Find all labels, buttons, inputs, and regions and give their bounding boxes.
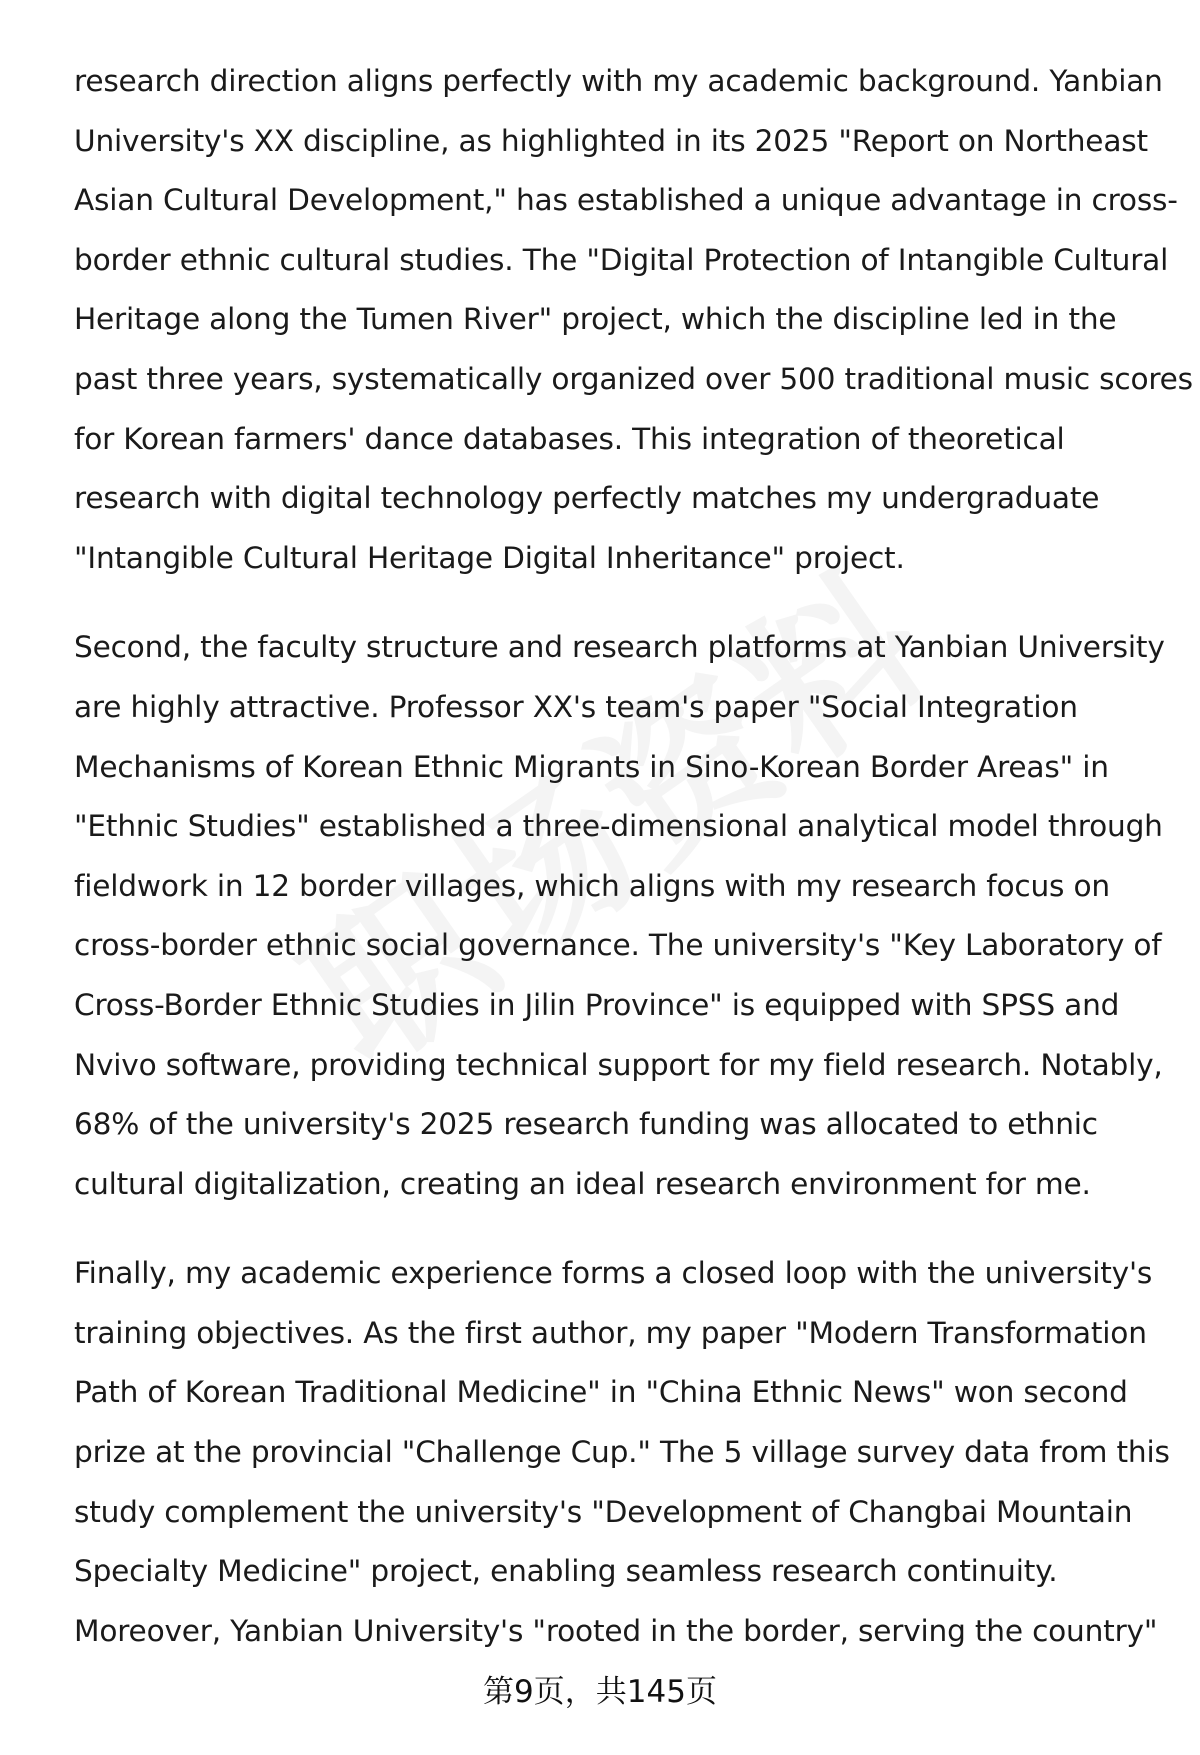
text-line: Asian Cultural Development," has established a unique advantage in cross- [74, 183, 1178, 218]
text-line: research with digital technology perfectly matches my undergraduate [74, 481, 1100, 516]
text-line: for Korean farmers' dance databases. This integration of theoretical [74, 421, 1065, 456]
text-line: are highly attractive. Professor XX's team's paper "Social Integration [74, 689, 1078, 724]
text-line: University's XX discipline, as highlighted in its 2025 "Report on Northeast [74, 123, 1148, 158]
text-line: study complement the university's "Development of Changbai Mountain [74, 1494, 1133, 1529]
text-line: "Ethnic Studies" established a three-dimensional analytical model through [74, 809, 1163, 844]
page-number-footer: 第9页，共145页 [483, 1674, 717, 1710]
text-line: Moreover, Yanbian University's "rooted in the border, serving the country" [74, 1613, 1158, 1648]
document-body [74, 52, 1193, 1691]
text-line: Nvivo software, providing technical support for my field research. Notably, [74, 1047, 1163, 1082]
text-line: training objectives. As the first author, my paper "Modern Transformation [74, 1315, 1147, 1350]
text-line: cultural digitalization, creating an ideal research environment for me. [74, 1166, 1091, 1201]
text-line: cross-border ethnic social governance. The university's "Key Laboratory of [74, 928, 1162, 963]
text-line: "Intangible Cultural Heritage Digital Inheritance" project. [74, 540, 905, 575]
text-line: Heritage along the Tumen River" project, which the discipline led in the [74, 302, 1117, 337]
text-line: research direction aligns perfectly with my academic background. Yanbian [74, 64, 1163, 98]
paragraph [74, 52, 1193, 588]
text-line: fieldwork in 12 border villages, which aligns with my research focus on [74, 868, 1110, 903]
text-line: past three years, systematically organized over 500 traditional music scores [74, 361, 1193, 396]
text-line: Finally, my academic experience forms a closed loop with the university's [74, 1256, 1153, 1291]
text-line: border ethnic cultural studies. The "Digital Protection of Intangible Cultural [74, 242, 1169, 277]
text-line: prize at the provincial "Challenge Cup." The 5 village survey data from this [74, 1435, 1170, 1470]
paragraph [74, 1244, 1170, 1661]
text-line: Specialty Medicine" project, enabling seamless research continuity. [74, 1554, 1058, 1589]
text-line: Path of Korean Traditional Medicine" in "China Ethnic News" won second [74, 1375, 1128, 1410]
text-line: Second, the faculty structure and research platforms at Yanbian University [74, 630, 1165, 665]
text-line: Mechanisms of Korean Ethnic Migrants in Sino-Korean Border Areas" in [74, 749, 1109, 784]
paragraph [74, 618, 1165, 1214]
text-line: Cross-Border Ethnic Studies in Jilin Province" is equipped with SPSS and [74, 987, 1120, 1022]
text-line: 68% of the university's 2025 research funding was allocated to ethnic [74, 1107, 1098, 1142]
